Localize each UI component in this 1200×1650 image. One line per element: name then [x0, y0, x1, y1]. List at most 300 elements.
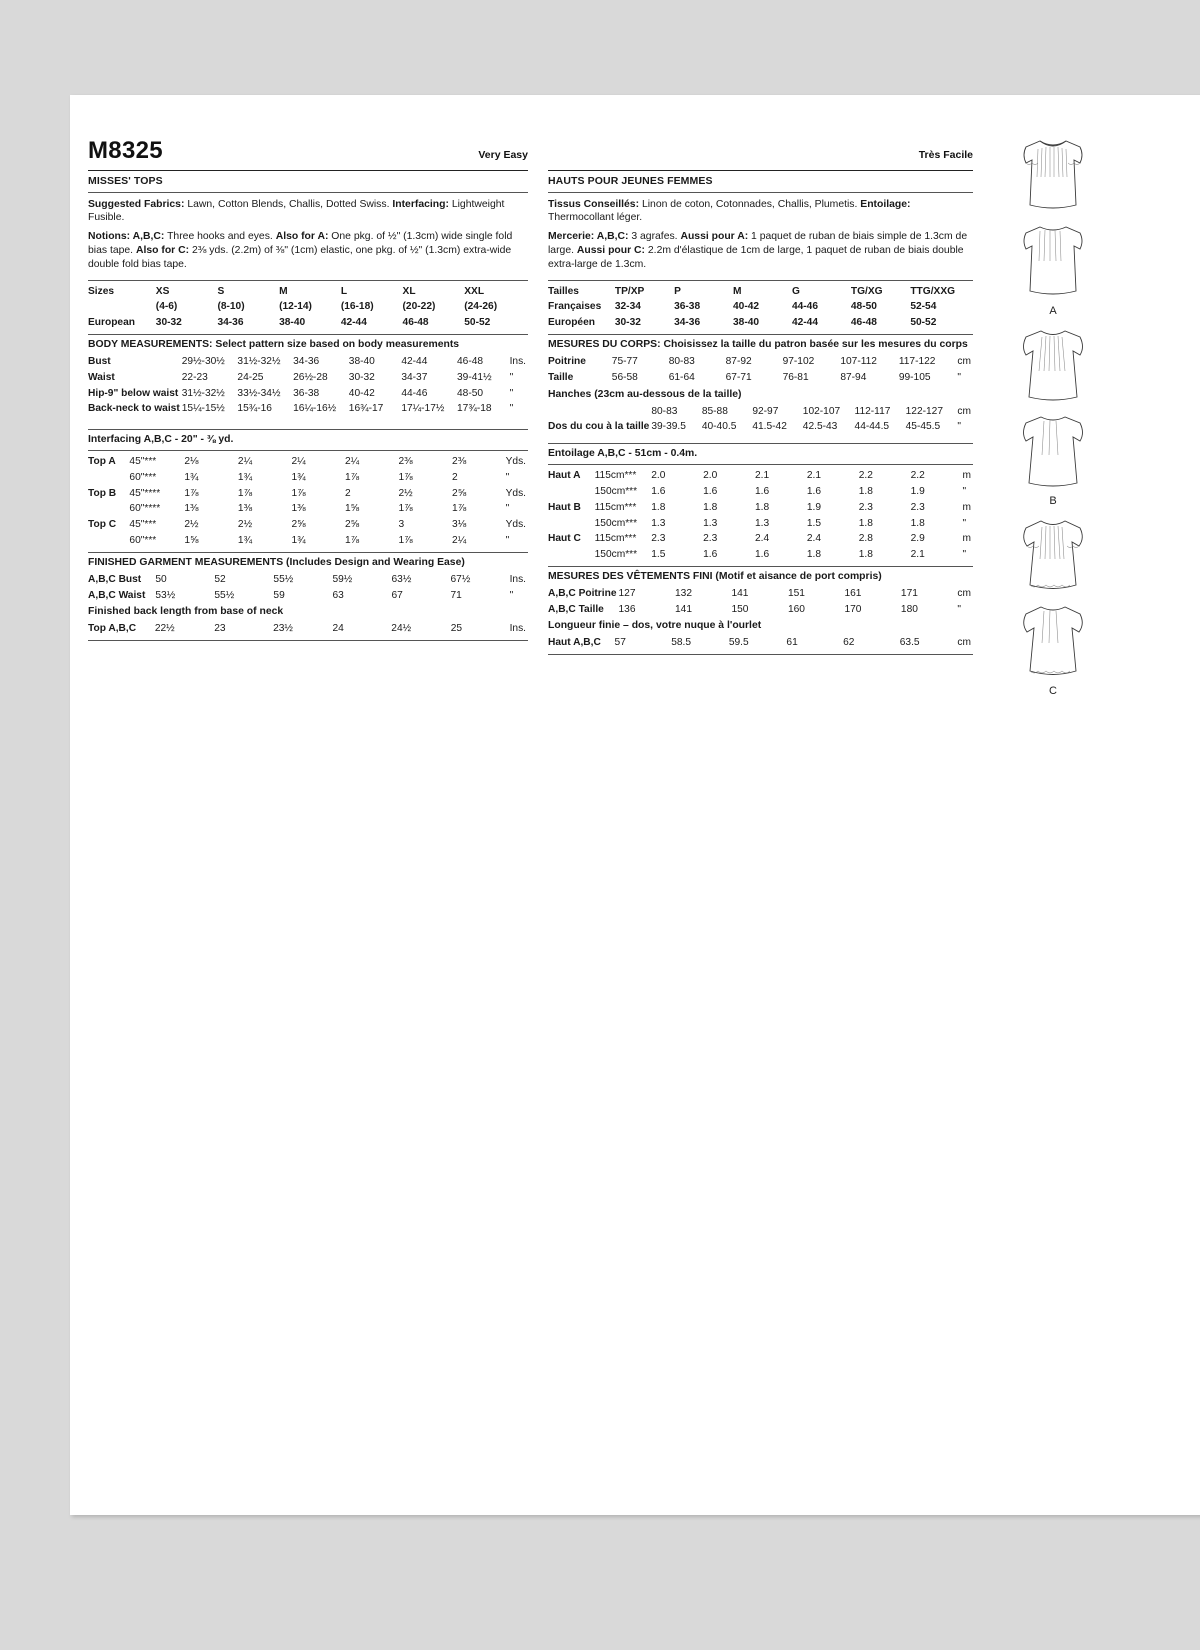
english-title: MISSES' TOPS	[88, 175, 163, 188]
cell: 3	[398, 519, 405, 531]
cell: 59.5	[728, 637, 749, 649]
view-label-b: Top B	[88, 487, 117, 499]
fabrics-label-fr: Tissus Conseillés:	[548, 198, 640, 210]
fabric-width: 150cm***	[594, 485, 638, 497]
cell: 23½	[273, 623, 293, 635]
cell: 1.8	[910, 517, 925, 529]
interfacing-label-fr: Entoilage:	[860, 198, 911, 210]
notions-c-text-fr: 2.2m d'élastique de 1cm de large, 1 paquet de ruban de biais double extra-large de 1.3cm.	[548, 245, 964, 270]
unit: "	[509, 387, 514, 399]
cell: 42-44	[791, 317, 819, 329]
view-label-b: B	[1049, 495, 1057, 507]
cell: 1.6	[806, 485, 821, 497]
sizes-label-fr: Tailles	[548, 285, 579, 297]
notions-c-label-fr: Aussi pour C:	[576, 245, 646, 257]
size-sub-s: (8-10)	[217, 301, 245, 313]
european-m: 38-40	[279, 317, 306, 329]
notions-a-label-en: Also for A:	[275, 231, 329, 243]
cell: 2⅝	[344, 519, 360, 531]
cell: 1⅞	[184, 487, 199, 499]
view-label-a: A	[1049, 305, 1057, 317]
table-row	[548, 315, 973, 331]
body-measurements-table-en	[88, 354, 528, 417]
cell: 23	[214, 623, 226, 635]
body-measurements-table-fr	[548, 354, 973, 386]
cell: 2¼	[344, 456, 360, 468]
hip-table-fr	[548, 404, 973, 436]
cell: 150	[731, 603, 749, 615]
unit-blank	[526, 284, 528, 300]
cell: 1¾	[291, 534, 306, 546]
fabrics-paragraph-fr	[548, 198, 973, 226]
cell: 2.4	[754, 533, 770, 545]
size-sub-m: (12-14)	[279, 301, 312, 313]
cell: 1.3	[651, 517, 666, 529]
cell: 1.9	[910, 485, 925, 497]
cell: 29½-30½	[181, 356, 225, 368]
cell: 170	[844, 603, 862, 615]
french-column	[548, 135, 973, 658]
cell: 52-54	[910, 301, 937, 313]
title-rule-en	[88, 192, 528, 193]
cell: 80-83	[651, 405, 678, 417]
table-row	[548, 516, 973, 532]
table-row	[88, 299, 528, 315]
european-xl: 46-48	[402, 317, 429, 329]
fabric-width: 45"***	[129, 519, 157, 531]
sizes-sub-label	[88, 299, 156, 315]
cell: 1.8	[858, 485, 873, 497]
size-ttg: TTG/XXG	[910, 285, 956, 297]
cell: 59½	[332, 573, 353, 585]
table-row	[548, 635, 973, 651]
table-row	[88, 401, 528, 417]
row-label-hip: Hip-9" below waist	[88, 387, 179, 399]
garment-view-c-back	[988, 601, 1118, 697]
cell: 44-44.5	[854, 421, 890, 433]
size-tg: TG/XG	[850, 285, 883, 297]
cell: 1.8	[858, 549, 873, 561]
cell: 1.5	[651, 549, 666, 561]
cell: 1⅜	[237, 503, 253, 515]
interfacing-rule-fr	[548, 443, 973, 444]
hip-head-fr: Hanches (23cm au-dessous de la taille)	[548, 388, 742, 400]
table-row	[88, 284, 528, 300]
table-row	[548, 500, 973, 516]
difficulty-label-en: Very Easy	[478, 149, 528, 161]
cell: 1¾	[184, 471, 199, 483]
cell: 1⅝	[184, 534, 199, 546]
row-label-bust: Bust	[88, 356, 111, 368]
unit: "	[509, 589, 514, 601]
cell: 39-41½	[457, 371, 492, 383]
cell: 2.3	[651, 533, 666, 545]
english-header	[88, 135, 528, 167]
french-sizes-label: Françaises	[548, 301, 602, 313]
notions-a-label-fr: Aussi pour A:	[680, 231, 749, 243]
cell: 3⅛	[452, 519, 467, 531]
table-row	[548, 404, 973, 420]
row-label-finished-bust: A,B,C Bust	[88, 573, 142, 585]
unit: m	[962, 501, 971, 513]
cell: 40-40.5	[701, 421, 737, 433]
unit: "	[957, 371, 962, 383]
cell: 2⅜	[452, 456, 467, 468]
table-row	[88, 354, 528, 370]
fabric-rule-fr	[548, 464, 973, 465]
fabrics-paragraph-en	[88, 198, 528, 226]
interfacing-text-fr: Thermocollant léger.	[548, 212, 643, 224]
table-row	[88, 572, 528, 588]
unit: "	[505, 503, 510, 515]
fabric-requirements-table-en	[88, 454, 528, 549]
cell: 2.0	[651, 470, 666, 482]
table-row	[88, 501, 528, 517]
cell: 30-32	[614, 317, 641, 329]
pattern-envelope-page	[70, 95, 1200, 1515]
back-length-label-en: Finished back length from base of neck	[88, 606, 284, 618]
interfacing-line-en: Interfacing A,B,C - 20" - ⅜ yd.	[88, 434, 234, 446]
cell: 117-122	[898, 356, 936, 368]
unit: Yds.	[505, 487, 526, 499]
cell: 2	[344, 487, 351, 499]
cell: 2¼	[452, 534, 467, 546]
cell: 1⅜	[184, 503, 199, 515]
cell: 102-107	[802, 405, 841, 417]
notions-label-fr: Mercerie: A,B,C:	[548, 231, 629, 243]
row-label-taille: Taille	[548, 371, 574, 383]
cell: 17¾-18	[457, 403, 492, 415]
notions-c-label-en: Also for C:	[135, 245, 190, 257]
unit: cm	[957, 405, 971, 417]
cell: 2	[452, 471, 458, 483]
header-rule-en	[88, 170, 528, 171]
cell: 15¼-15½	[181, 403, 225, 415]
unit: m	[962, 533, 971, 545]
fabric-width: 150cm***	[594, 549, 638, 561]
row-label-back-neck: Back-neck to waist	[88, 403, 180, 415]
cell: 2⅜	[398, 456, 413, 468]
row-label-finished-poitrine: A,B,C Poitrine	[548, 587, 617, 599]
size-sub-xxl: (24-26)	[464, 301, 498, 313]
unit: "	[505, 534, 510, 546]
garment-view-c-front	[988, 515, 1118, 597]
bottom-rule-en	[88, 640, 528, 641]
table-row	[88, 486, 528, 502]
cell: 59	[273, 589, 285, 601]
cell: 80-83	[668, 356, 695, 368]
garment-view-a-front	[988, 135, 1118, 217]
french-header	[548, 135, 973, 167]
table-row	[548, 484, 973, 500]
notions-c-text-en: 2⅜ yds. (2.2m) of ⅜" (1cm) elastic, one pkg. of ½" (1.3cm) extra-wide double fold bias tape.	[88, 245, 512, 270]
cell: 67½	[450, 573, 471, 585]
cell: 1⅞	[398, 503, 413, 515]
size-g: G	[791, 285, 800, 297]
fabric-requirements-table-fr	[548, 468, 973, 563]
cell: 63.5	[899, 637, 920, 649]
cell: 1¾	[237, 471, 253, 483]
unit: Yds.	[505, 519, 526, 531]
size-l: L	[340, 285, 348, 297]
cell: 180	[900, 603, 918, 615]
fabric-width: 115cm***	[594, 470, 637, 482]
cell: 2½	[398, 487, 413, 499]
size-sub-l: (16-18)	[340, 301, 374, 313]
garment-view-b-back	[988, 411, 1118, 507]
cell: 22½	[154, 623, 175, 635]
french-title: HAUTS POUR JEUNES FEMMES	[548, 175, 713, 188]
fabric-rule-en	[88, 450, 528, 451]
cell: 44-46	[791, 301, 819, 313]
fabrics-text-fr: Linon de coton, Cotonnades, Challis, Plumetis.	[639, 198, 861, 210]
cell: 42.5-43	[802, 421, 838, 433]
fabric-width: 60"****	[129, 503, 161, 515]
cell: 2.3	[910, 501, 925, 513]
cell: 2⅛	[184, 456, 199, 468]
size-s: S	[217, 285, 225, 297]
table-row	[548, 586, 973, 602]
cell: 48-50	[850, 301, 877, 313]
garment-view-b-front	[988, 325, 1118, 407]
body-measurements-head-en: BODY MEASUREMENTS: Select pattern size based on body measurements	[88, 339, 460, 350]
cell: 1⅞	[291, 487, 306, 499]
cell: 46-48	[457, 356, 484, 368]
cell: 2½	[184, 519, 199, 531]
cell: 1.3	[703, 517, 718, 529]
cell: 2¼	[291, 456, 306, 468]
cell: 76-81	[782, 371, 809, 383]
notions-paragraph-en	[88, 230, 528, 271]
cell: 2½	[237, 519, 253, 531]
unit: m	[962, 470, 971, 482]
table-row	[548, 370, 973, 386]
european-label-fr: Européen	[548, 317, 595, 329]
cell: 42-44	[401, 356, 428, 368]
cell: 50	[155, 573, 167, 585]
notions-text-en: Three hooks and eyes.	[164, 231, 276, 243]
fabric-width: 45"****	[129, 487, 161, 499]
cell: 1.6	[703, 549, 718, 561]
size-m: M	[279, 285, 288, 297]
size-m-fr: M	[733, 285, 742, 297]
unit: "	[505, 471, 510, 483]
table-row	[548, 468, 973, 484]
cell: 1.6	[754, 485, 770, 497]
cell: 2.1	[910, 549, 925, 561]
cell: 2.3	[858, 501, 873, 513]
unit: "	[509, 403, 514, 415]
cell: 2.8	[858, 533, 873, 545]
unit: cm	[957, 356, 971, 368]
cell: 62	[843, 637, 855, 649]
unit: "	[962, 485, 967, 497]
view-label-haut-a: Haut A	[548, 470, 581, 482]
cell: 2.3	[703, 533, 718, 545]
cell: 1.8	[754, 501, 770, 513]
cell: 34-36	[674, 317, 701, 329]
sizes-table-fr	[548, 284, 973, 331]
cell: 33½-34½	[237, 387, 281, 399]
cell: 36-38	[293, 387, 320, 399]
cell: 1¾	[237, 534, 253, 546]
row-label-poitrine: Poitrine	[548, 356, 586, 368]
cell: 48-50	[457, 387, 484, 399]
cell: 1.6	[703, 485, 718, 497]
body-measurements-head-fr: MESURES DU CORPS: Choisissez la taille du patron basée sur les mesures du corps	[548, 339, 968, 350]
cell: 45-45.5	[905, 421, 941, 433]
cell: 67	[391, 589, 403, 601]
cell: 55½	[273, 573, 294, 585]
unit: "	[509, 371, 514, 383]
size-p: P	[674, 285, 681, 297]
cell: 2.9	[910, 533, 925, 545]
back-length-table-fr	[548, 635, 973, 651]
table-row	[88, 470, 528, 486]
cell: 46-48	[850, 317, 877, 329]
cell: 30-32	[348, 371, 375, 383]
cell: 2.1	[754, 470, 770, 482]
cell: 127	[618, 587, 636, 599]
cell: 40-42	[733, 301, 760, 313]
difficulty-label-fr: Très Facile	[918, 149, 973, 161]
cell: 39-39.5	[651, 421, 686, 433]
cell: 34-36	[293, 356, 320, 368]
view-label-haut-c: Haut C	[548, 533, 581, 545]
fabrics-label-en: Suggested Fabrics:	[88, 198, 185, 210]
cell: 97-102	[782, 356, 815, 368]
interfacing-text-en: Lightweight Fusible.	[88, 198, 505, 224]
unit: cm	[957, 637, 971, 649]
cell: 1⅜	[291, 503, 306, 515]
pattern-number: M8325	[88, 137, 163, 164]
cell: 61	[786, 637, 798, 649]
table-row	[88, 454, 528, 470]
cell: 24½	[391, 623, 412, 635]
cell: 1.9	[806, 501, 821, 513]
size-xl: XL	[402, 285, 416, 297]
cell: 61-64	[668, 371, 695, 383]
cell: 52	[214, 573, 226, 585]
fabrics-text-en: Lawn, Cotton Blends, Challis, Dotted Swiss.	[184, 198, 393, 210]
cell: 16¾-17	[348, 403, 384, 415]
finished-rule-fr	[548, 566, 973, 567]
row-label-finished-taille: A,B,C Taille	[548, 603, 604, 615]
cell: 1.6	[651, 485, 666, 497]
cell: 161	[844, 587, 862, 599]
cell: 160	[787, 603, 805, 615]
garment-illustrations	[988, 135, 1118, 705]
european-label-en: European	[88, 317, 135, 329]
table-row	[548, 419, 973, 435]
cell: 31½-32½	[237, 356, 281, 368]
unit: "	[962, 549, 967, 561]
size-xxl: XXL	[464, 285, 485, 297]
interfacing-rule-en	[88, 429, 528, 430]
cell: 1.8	[703, 501, 718, 513]
fabric-width: 150cm***	[594, 517, 638, 529]
table-row	[548, 299, 973, 315]
english-column	[88, 135, 528, 644]
view-label-haut-b: Haut B	[548, 501, 581, 513]
table-row	[548, 531, 973, 547]
notions-a-text-en: One pkg. of ½" (1.3cm) wide single fold bias tape.	[88, 231, 513, 257]
finished-head-en: FINISHED GARMENT MEASUREMENTS (Includes Design and Wearing Ease)	[88, 556, 465, 568]
cell: 1⅞	[452, 503, 467, 515]
fabric-width: 115cm***	[594, 501, 637, 513]
view-label-a: Top A	[88, 456, 116, 468]
european-xs: 30-32	[155, 317, 182, 329]
table-row	[88, 370, 528, 386]
cell: 1.5	[806, 517, 821, 529]
row-label-dos-cou: Dos du cou à la taille	[548, 421, 650, 433]
header-rule-fr	[548, 170, 973, 171]
table-row	[88, 517, 528, 533]
table-row	[88, 533, 528, 549]
cell: 2.1	[806, 470, 821, 482]
cell: 1.8	[651, 501, 666, 513]
cell: 44-46	[401, 387, 428, 399]
interfacing-label-en: Interfacing:	[392, 198, 449, 210]
notions-label-en: Notions: A,B,C:	[88, 231, 165, 243]
sizes-table-en	[88, 284, 528, 331]
row-label-hanches	[548, 404, 651, 420]
cell: 2⅝	[452, 487, 467, 499]
european-xxl: 50-52	[464, 317, 491, 329]
table-row	[548, 284, 973, 300]
table-row	[88, 621, 528, 637]
sizes-rule-top-en	[88, 280, 528, 281]
cell: 92-97	[752, 405, 779, 417]
cell: 112-117	[854, 405, 891, 417]
cell: 1.6	[754, 549, 770, 561]
cell: 2.4	[806, 533, 821, 545]
view-label-c: C	[1049, 685, 1057, 697]
cell: 58.5	[671, 637, 692, 649]
cell: 122-127	[905, 405, 944, 417]
back-length-table-en	[88, 621, 528, 637]
table-row	[88, 386, 528, 402]
finished-head-fr: MESURES DES VÊTEMENTS FINI (Motif et aisance de port compris)	[548, 570, 882, 582]
cell: 1.8	[806, 549, 821, 561]
cell: 1⅞	[398, 534, 413, 546]
notions-a-text-fr: 1 paquet de ruban de biais simple de 1.3cm de large.	[548, 231, 968, 257]
cell: 38-40	[733, 317, 760, 329]
cell: 71	[450, 589, 462, 601]
cell: 1⅞	[398, 471, 413, 483]
cell: 85-88	[701, 405, 728, 417]
cell: 24	[332, 623, 344, 635]
cell: 63½	[391, 573, 412, 585]
sizes-rule-bottom-en	[88, 334, 528, 335]
row-label-waist: Waist	[88, 371, 115, 383]
unit: "	[962, 517, 967, 529]
fabric-width: 60"***	[129, 534, 157, 546]
row-label-haut-abc: Haut A,B,C	[548, 637, 601, 649]
cell: 50-52	[910, 317, 937, 329]
fabric-width: 60"***	[129, 471, 157, 483]
table-row	[88, 315, 528, 331]
cell: 1.3	[754, 517, 770, 529]
cell: 136	[618, 603, 636, 615]
interfacing-line-fr: Entoilage A,B,C - 51cm - 0.4m.	[548, 448, 698, 460]
cell: 87-94	[840, 371, 867, 383]
table-row	[548, 547, 973, 563]
finished-rule-en	[88, 552, 528, 553]
notions-text-fr: 3 agrafes.	[628, 231, 681, 243]
cell: 53½	[155, 589, 176, 601]
notions-paragraph-fr	[548, 230, 973, 271]
